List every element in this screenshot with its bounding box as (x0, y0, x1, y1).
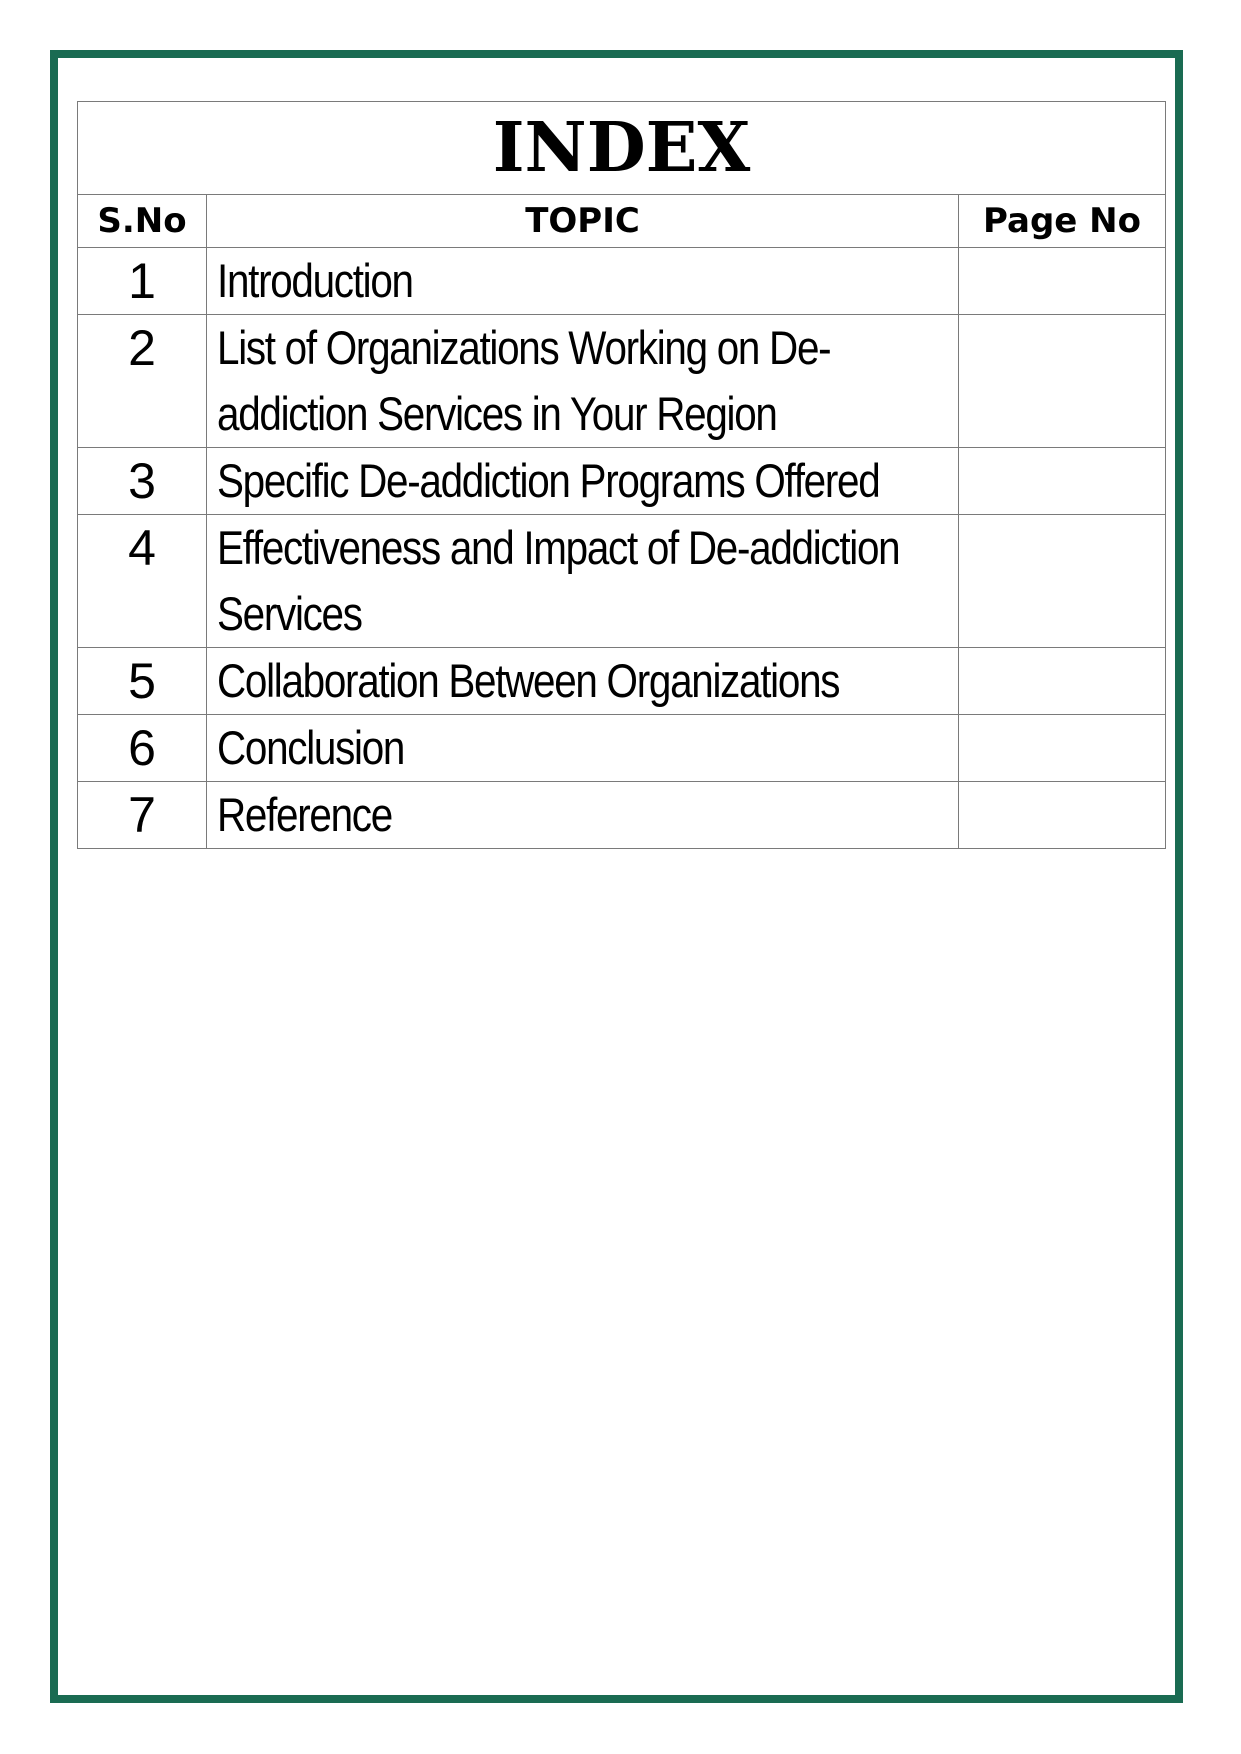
row-topic (207, 448, 959, 515)
row-sno: 7 (78, 782, 207, 849)
row-sno: 3 (78, 448, 207, 515)
row-topic-text: Specific De-addiction Programs Offered (217, 454, 880, 507)
row-page-no (959, 515, 1166, 648)
row-topic (207, 248, 959, 315)
table-row (78, 715, 1166, 782)
row-page-no (959, 315, 1166, 448)
row-topic-text: Introduction (217, 254, 413, 307)
index-title: INDEX (78, 102, 1166, 195)
row-sno: 2 (78, 315, 207, 448)
table-row (78, 648, 1166, 715)
table-row (78, 315, 1166, 448)
row-topic (207, 315, 959, 448)
row-topic-text: Conclusion (217, 721, 405, 774)
row-page-no (959, 715, 1166, 782)
index-table (77, 101, 1166, 849)
table-row (78, 782, 1166, 849)
row-page-no (959, 448, 1166, 515)
row-sno: 6 (78, 715, 207, 782)
row-topic (207, 515, 959, 648)
row-page-no (959, 248, 1166, 315)
header-sno: S.No (78, 195, 207, 248)
row-topic (207, 648, 959, 715)
table-row (78, 448, 1166, 515)
table-row (78, 248, 1166, 315)
table-row (78, 515, 1166, 648)
title-row (78, 102, 1166, 195)
row-topic-text: Reference (217, 788, 392, 841)
row-page-no (959, 648, 1166, 715)
row-topic-text: List of Organizations Working on De-addiction Services in Your Region (217, 321, 831, 440)
row-page-no (959, 782, 1166, 849)
row-sno: 1 (78, 248, 207, 315)
header-row (78, 195, 1166, 248)
row-sno: 4 (78, 515, 207, 648)
row-topic (207, 715, 959, 782)
row-topic-text: Effectiveness and Impact of De-addiction Services (217, 521, 900, 640)
row-topic (207, 782, 959, 849)
header-topic: TOPIC (207, 195, 959, 248)
row-topic-text: Collaboration Between Organizations (217, 654, 840, 707)
header-page-no: Page No (959, 195, 1166, 248)
row-sno: 5 (78, 648, 207, 715)
